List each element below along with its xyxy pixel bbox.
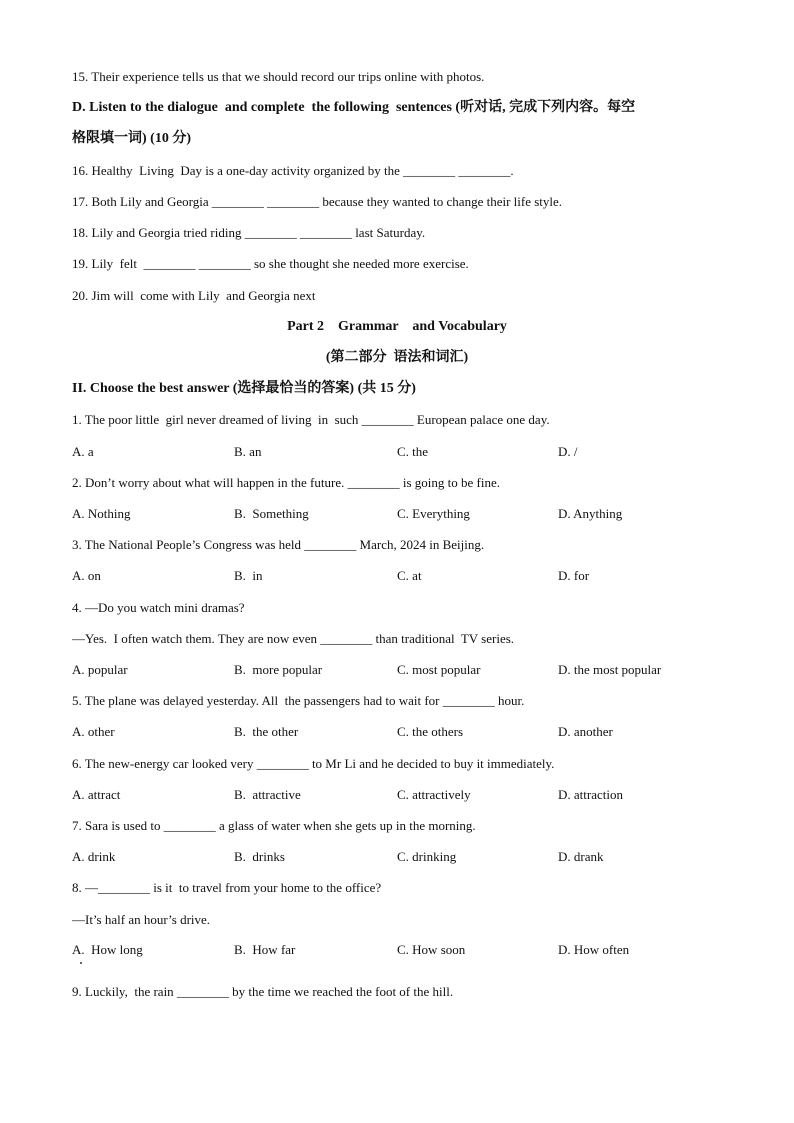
option-d: D. drank: [558, 849, 604, 864]
option-a: A. attract: [72, 787, 121, 802]
question-3: 3. The National People’s Congress was held ________ March, 2024 in Beijing.: [72, 537, 485, 552]
option-c: C. the others: [397, 724, 464, 739]
option-c: C. the: [397, 444, 429, 459]
question-1: 1. The poor little girl never dreamed of living in such ________ European palace one day.: [72, 412, 550, 427]
question-15: 15. Their experience tells us that we should record our trips online with photos.: [72, 69, 485, 84]
question-2: 2. Don’t worry about what will happen in the future. ________ is going to be fine.: [72, 475, 500, 490]
option-b: B. Something: [234, 506, 309, 521]
question-8: 8. —________ is it to travel from your home to the office?: [72, 880, 382, 895]
question-6: 6. The new-energy car looked very ________ to Mr Li and he decided to buy it immediately.: [72, 756, 555, 771]
option-c: C. attractively: [397, 787, 471, 802]
option-b: B. an: [234, 444, 262, 459]
question-5: 5. The plane was delayed yesterday. All the passengers had to wait for ________ hour.: [72, 693, 525, 708]
option-a: A. How long: [72, 942, 143, 957]
option-a: A. on: [72, 568, 101, 583]
option-b: B. How far: [234, 942, 296, 957]
option-d: D. the most popular: [558, 662, 662, 677]
option-b: B. drinks: [234, 849, 285, 864]
question-9: 9. Luckily, the rain ________ by the time we reached the foot of the hill.: [72, 984, 454, 999]
option-a: A. Nothing: [72, 506, 131, 521]
question-16: 16. Healthy Living Day is a one-day activity organized by the ________ ________.: [72, 163, 514, 178]
option-c: C. How soon: [397, 942, 466, 957]
section-d-heading-cont: 格限填一词) (10 分): [72, 131, 191, 146]
option-b: B. in: [234, 568, 263, 583]
option-c: C. drinking: [397, 849, 457, 864]
option-d: D. /: [558, 444, 578, 459]
part2-subtitle: (第二部分 语法和词汇): [325, 350, 469, 365]
option-a: A. popular: [72, 662, 128, 677]
option-d: D. Anything: [558, 506, 623, 521]
option-d: D. for: [558, 568, 590, 583]
option-a: A. other: [72, 724, 115, 739]
option-c: C. most popular: [397, 662, 481, 677]
part2-title: Part 2 Grammar and Vocabulary: [287, 319, 507, 334]
stray-mark: [80, 962, 82, 964]
option-b: B. more popular: [234, 662, 323, 677]
option-b: B. the other: [234, 724, 299, 739]
option-d: D. attraction: [558, 787, 623, 802]
question-4: 4. —Do you watch mini dramas?: [72, 600, 245, 615]
question-17: 17. Both Lily and Georgia ________ ________ because they wanted to change their life style.: [72, 194, 563, 209]
option-b: B. attractive: [234, 787, 301, 802]
option-c: C. at: [397, 568, 422, 583]
question-4-reply: —Yes. I often watch them. They are now even ________ than traditional TV series.: [72, 631, 515, 646]
question-20: 20. Jim will come with Lily and Georgia next: [72, 288, 316, 303]
option-d: D. another: [558, 724, 613, 739]
option-a: A. a: [72, 444, 94, 459]
option-a: A. drink: [72, 849, 116, 864]
section-d-heading: D. Listen to the dialogue and complete the following sentences (听对话, 完成下列内容。每空: [72, 100, 636, 115]
question-19: 19. Lily felt ________ ________ so she thought she needed more exercise.: [72, 256, 469, 271]
question-18: 18. Lily and Georgia tried riding ________ ________ last Saturday.: [72, 225, 426, 240]
option-c: C. Everything: [397, 506, 470, 521]
section-ii-heading: II. Choose the best answer (选择最恰当的答案) (共 15 分): [72, 381, 416, 396]
option-d: D. How often: [558, 942, 630, 957]
question-7: 7. Sara is used to ________ a glass of water when she gets up in the morning.: [72, 818, 476, 833]
question-8-reply: —It’s half an hour’s drive.: [72, 912, 211, 927]
